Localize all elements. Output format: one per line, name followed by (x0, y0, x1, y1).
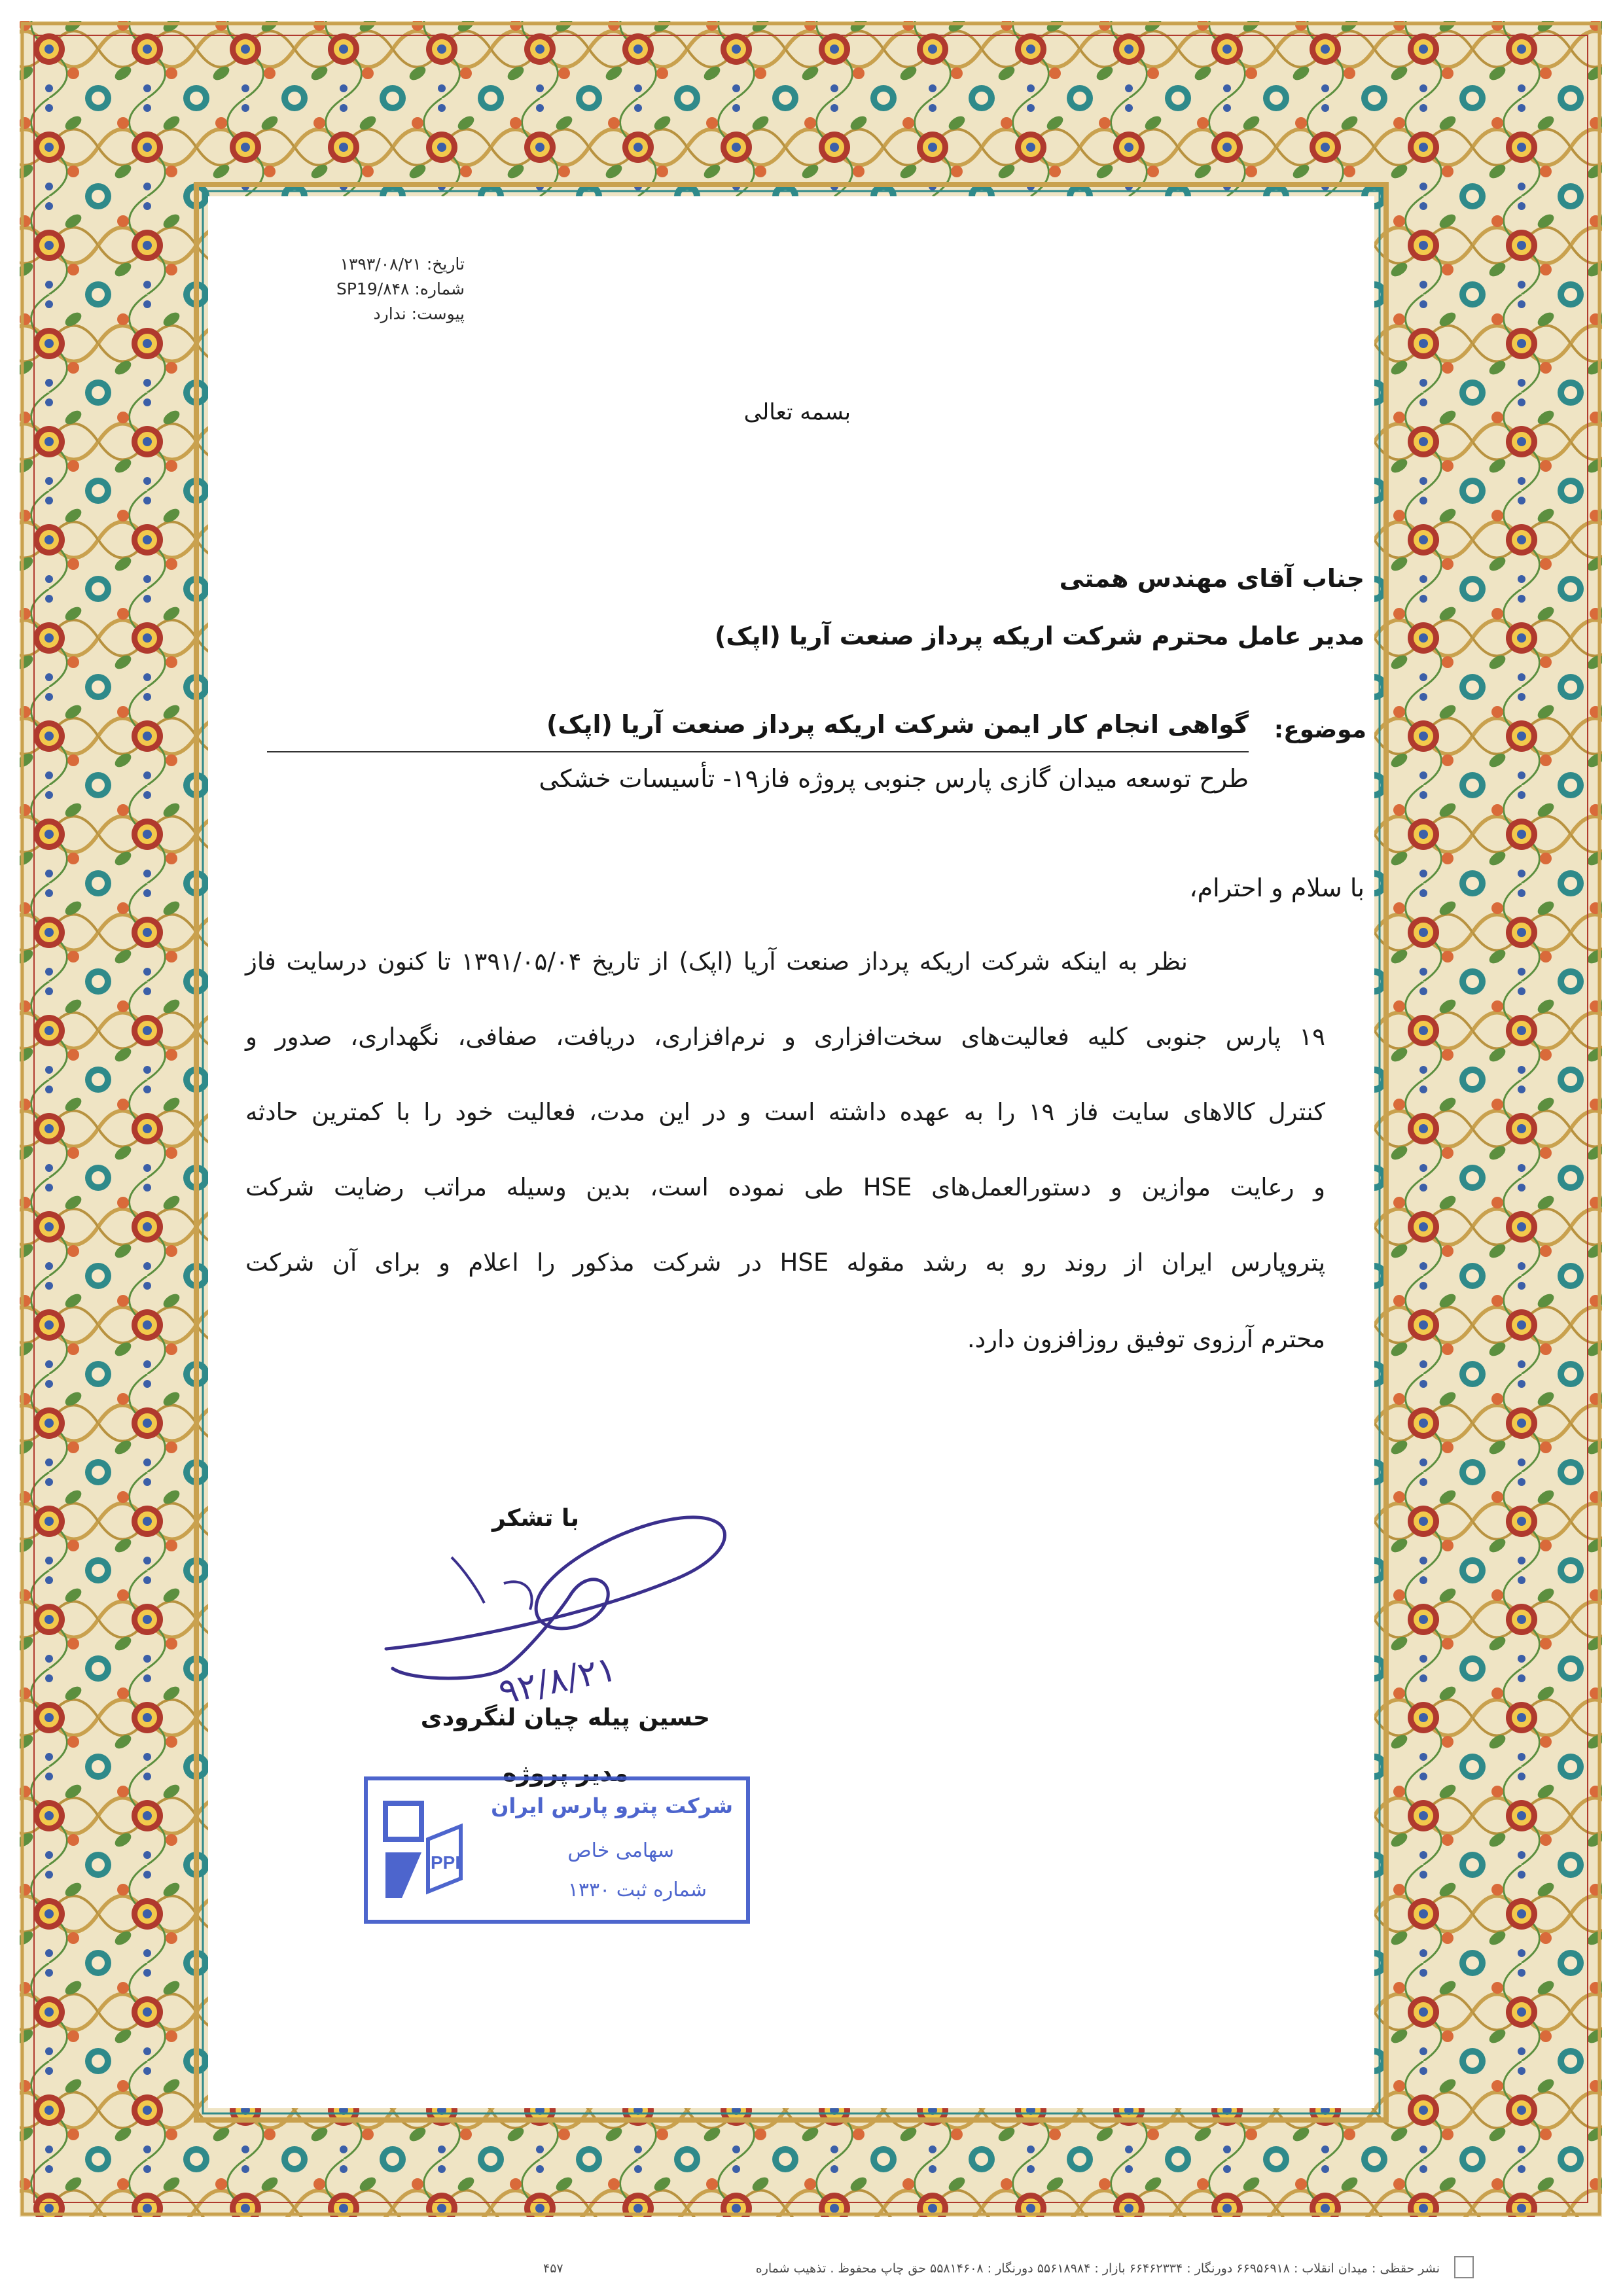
signer-name: حسین پیله چیان لنگرودی (420, 1704, 710, 1731)
body-line-4: و رعایت موازین و دستورالعمل‌های HSE طی نموده است، بدین وسیله مراتب رضایت شرکت (245, 1173, 1325, 1201)
body-line-3: کنترل کالاهای سایت فاز ۱۹ را به عهده داشته است و در این مدت، فعالیت خود را با کمترین حادثه (245, 1098, 1325, 1126)
subject-label: موضوع: (1274, 716, 1366, 743)
footer-publisher: نشر حقظی : میدان انقلاب : ۶۶۹۵۶۹۱۸ دورنگار : ۶۶۴۶۲۳۳۴ بازار : ۵۵۶۱۸۹۸۴ دورنگار : ۵۵۸۱۴۶۰۸ حق چاپ محفوظ . تذهیب شماره (755, 2261, 1440, 2276)
closing: با تشکر (491, 1505, 579, 1532)
invocation: بسمه تعالی (743, 399, 851, 425)
body-line-2: ۱۹ پارس جنوبی کلیه فعالیت‌های سخت‌افزاری و نرم‌افزاری، دریافت، صفافی، نگهداری، صدور و (245, 1023, 1325, 1051)
subject-title: گواهی انجام کار ایمن شرکت اریکه پرداز صنعت آریا (اپک) (546, 710, 1249, 739)
stamp-line-2: سهامی خاص (567, 1839, 674, 1862)
signer-title: مدیر پروژه (503, 1760, 628, 1787)
stamp-logo (382, 1800, 464, 1905)
subject-underline (267, 751, 1249, 752)
recipient-title: مدیر عامل محترم شرکت اریکه پرداز صنعت آریا (اپک) (714, 622, 1364, 650)
letter-attachment: پیوست: ندارد (373, 304, 465, 323)
letter-number: شماره: SP19/۸۴۸ (336, 279, 465, 298)
stamp-logo-text: PPI (431, 1852, 461, 1873)
body-last-line: محترم آرزوی توفیق روزافزون دارد. (967, 1325, 1325, 1353)
stamp-line-3: شماره ثبت ۱۳۳۰ (567, 1879, 707, 1901)
subject-subtitle: طرح توسعه میدان گازی پارس جنوبی پروژه فاز۱۹- تأسیسات خشکی (539, 764, 1249, 793)
company-stamp (364, 1776, 750, 1924)
publisher-logo-icon (1454, 2256, 1474, 2278)
recipient-name: جناب آقای مهندس همتی (1059, 564, 1364, 593)
signature-image (373, 1498, 779, 1714)
body-line-5: پتروپارس ایران از روند رو به رشد مقوله HSE در شرکت مذکور را اعلام و برای آن شرکت (245, 1248, 1325, 1277)
letter-date: تاریخ: ۱۳۹۳/۰۸/۲۱ (340, 255, 465, 274)
body-line-1: نظر به اینکه شرکت اریکه پرداز صنعت آریا (اپک) از تاریخ ۱۳۹۱/۰۵/۰۴ تا کنون درسایت فاز (245, 947, 1188, 976)
greeting: با سلام و احترام، (1189, 874, 1364, 902)
footer-number: ۴۵۷ (543, 2261, 563, 2276)
stamp-line-1: شرکت پترو پارس ایران (491, 1793, 733, 1818)
signature-date: ۹۲/۸/۲۱ (495, 1648, 620, 1713)
